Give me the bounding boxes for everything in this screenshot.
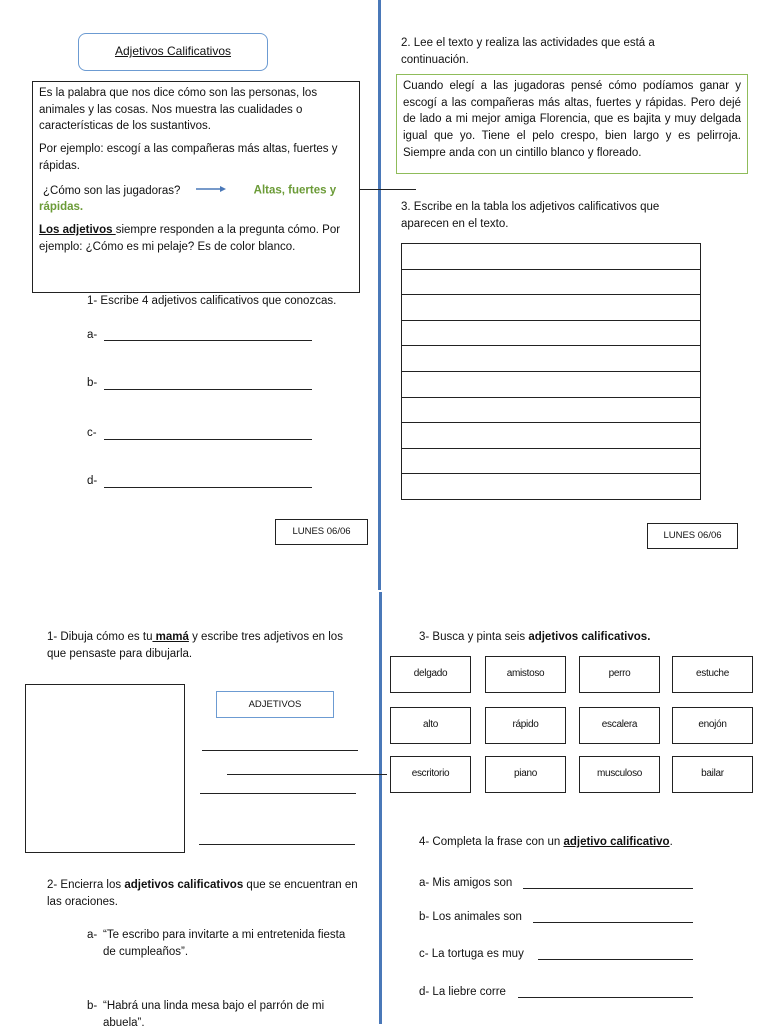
table-row[interactable] [402,398,700,424]
answer-line-4c[interactable] [538,947,693,960]
act2-post: que se encuentran en las oraciones. [47,879,358,908]
activity-1b-instruction [47,629,363,662]
page-divider-top [378,0,381,590]
example-text: Por ejemplo: escogí a las compañeras más altas, fuertes y rápidas. [39,143,338,172]
table-row[interactable] [402,423,700,449]
word-cell-piano[interactable]: piano [485,756,566,793]
arrow-icon [196,182,240,199]
word-cell-alto[interactable]: alto [390,707,471,744]
item-c-label: c- [87,427,97,439]
reading-text: Cuando elegí a las jugadoras pensé cómo podíamos ganar y escogí a las compañeras más altas, fuertes y rápidas. Pero dejé de lado a mi mejor amiga Florencia, que es bajita y muy delgada igual que yo. Tiene el pelo crespo, bien largo y es pelirroja. Siempre anda con un cintillo blanco y floreado. [396,74,748,174]
question-text: ¿Cómo son las jugadoras? [43,184,181,197]
word-cell-delgado[interactable]: delgado [390,656,471,693]
sentence-4c: c- La tortuga es muy [419,948,524,960]
answer-line-4b[interactable] [533,910,693,923]
activity-4-instruction [419,834,739,851]
activity-2-instruction: 2. Lee el texto y realiza las actividades que está a continuación. [401,37,655,66]
answer-line-c[interactable] [104,427,312,440]
sentence-4d: d- La liebre corre [419,986,506,998]
act3-pre: 3- Busca y pinta seis [419,631,529,643]
table-row[interactable] [402,244,700,270]
question-line [39,182,353,216]
act2-pre: 2- Encierra los [47,879,125,891]
word-cell-escalera[interactable]: escalera [579,707,660,744]
activity-3b-instruction [419,629,739,646]
rule-bold: Los adjetivos [39,224,116,237]
table-row[interactable] [402,295,700,321]
word-cell-bailar[interactable]: bailar [672,756,753,793]
answer-line-d[interactable] [104,475,312,488]
adjective-line-2[interactable] [227,774,387,775]
word-cell-musculoso[interactable]: musculoso [579,756,660,793]
answer-text: Altas, fuertes y rápidas. [39,184,337,214]
adjective-line-4[interactable] [199,844,355,845]
act1-post: y escribe tres adjetivos en los que pensaste para dibujarla. [47,631,343,660]
act1-bold: mamá [152,631,189,643]
activity-1-instruction: 1- Escribe 4 adjetivos calificativos que conozcas. [87,295,337,307]
definition-text: Es la palabra que nos dice cómo son las personas, los animales y las cosas. Nos muestra las cualidades o características de los sustantivos. [39,87,318,133]
item-a-label: a- [87,329,98,341]
table-row[interactable] [402,474,700,499]
act4-post: . [669,836,673,848]
act4-pre: 4- Completa la frase con un [419,836,564,848]
table-row[interactable] [402,346,700,372]
word-cell-escritorio[interactable]: escritorio [390,756,471,793]
sentence-4b: b- Los animales son [419,911,522,923]
date-badge-right: LUNES 06/06 [647,523,738,549]
answer-line-4d[interactable] [518,985,693,998]
page-divider-bottom [379,592,382,1024]
connector-line-top [360,189,416,190]
activity-2b-instruction [47,877,365,910]
act2-bold: adjetivos calificativos [124,879,244,891]
table-row[interactable] [402,449,700,475]
item-b-label: b- [87,377,98,389]
word-cell-amistoso[interactable]: amistoso [485,656,566,693]
drawing-box[interactable] [25,684,185,853]
act1-pre: 1- Dibuja cómo es tu [47,631,153,643]
adjectives-table [401,243,701,500]
word-cell-estuche[interactable]: estuche [672,656,753,693]
word-cell-perro[interactable]: perro [579,656,660,693]
adjetivos-label: ADJETIVOS [216,691,334,718]
sentence-b-label: b- [87,1000,98,1012]
table-row[interactable] [402,372,700,398]
activity-3-instruction: 3. Escribe en la tabla los adjetivos calificativos que aparecen en el texto. [401,201,660,230]
word-cell-rapido[interactable]: rápido [485,707,566,744]
adjective-line-1[interactable] [202,750,358,751]
table-row[interactable] [402,321,700,347]
rule-text [39,222,353,255]
page-title: Adjetivos Calificativos [78,33,268,71]
act3-bold: adjetivos calificativos. [528,631,651,643]
answer-line-4a[interactable] [523,876,693,889]
adjective-line-3[interactable] [200,793,356,794]
answer-line-a[interactable] [104,328,312,341]
item-d-label: d- [87,475,98,487]
sentence-b[interactable]: “Habrá una linda mesa bajo el parrón de mi abuela”. [103,1000,325,1029]
date-badge-left: LUNES 06/06 [275,519,368,545]
sentence-a-label: a- [87,929,98,941]
sentence-4a: a- Mis amigos son [419,877,513,889]
definition-box [32,81,360,293]
sentence-a[interactable]: “Te escribo para invitarte a mi entretenida fiesta de cumpleaños”. [103,929,346,958]
rule-rest: siempre responden a la pregunta cómo. Por ejemplo: ¿Cómo es mi pelaje? Es de color blanco. [39,224,341,253]
answer-line-b[interactable] [104,377,312,390]
word-cell-enojon[interactable]: enojón [672,707,753,744]
act4-bold: adjetivo calificativo [563,836,670,848]
table-row[interactable] [402,270,700,296]
